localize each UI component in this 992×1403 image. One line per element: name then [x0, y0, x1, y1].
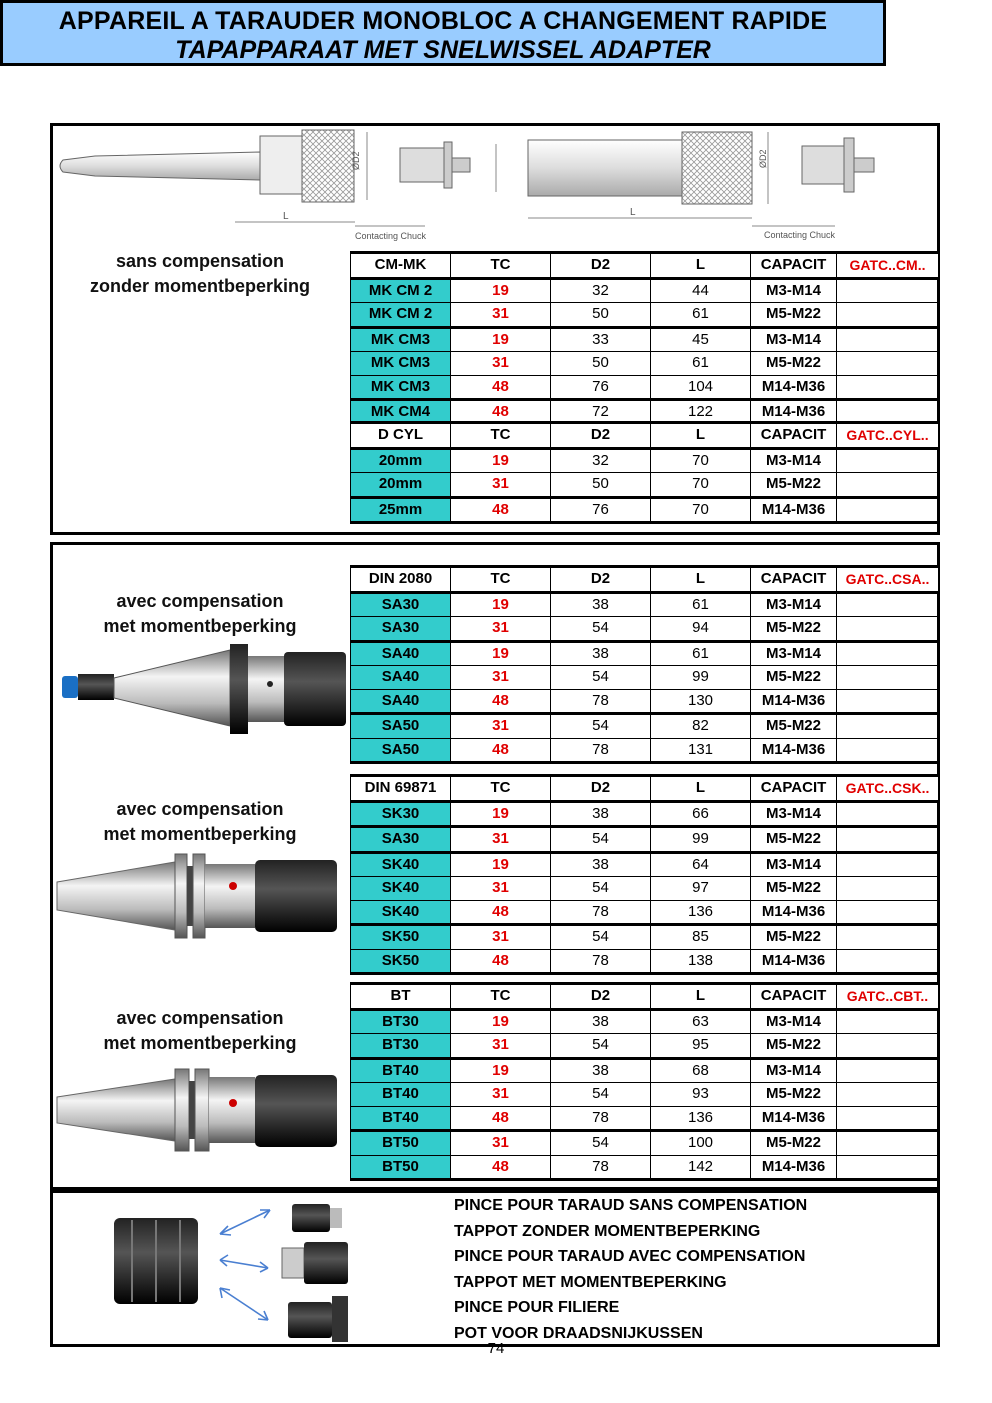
- column-header: TC: [451, 253, 551, 279]
- capacity-cell: M3-M14: [751, 592, 837, 617]
- length-cell: 45: [651, 327, 751, 352]
- column-header: TC: [451, 776, 551, 802]
- code-cell: [837, 497, 939, 523]
- code-cell: [837, 303, 939, 328]
- tc-cell: 48: [451, 689, 551, 714]
- code-cell: [837, 1131, 939, 1156]
- tc-cell: 31: [451, 925, 551, 950]
- code-cell: [837, 327, 939, 352]
- table-row: [351, 900, 939, 925]
- capacity-cell: M5-M22: [751, 473, 837, 498]
- length-cell: 61: [651, 352, 751, 376]
- page-number: 74: [487, 1340, 505, 1357]
- d2-cell: 38: [551, 1058, 651, 1083]
- length-cell: 61: [651, 303, 751, 328]
- page-title-nl: TAPAPPARAAT MET SNELWISSEL ADAPTER: [175, 36, 711, 64]
- length-cell: 82: [651, 714, 751, 739]
- length-cell: 99: [651, 827, 751, 853]
- code-cell: [837, 949, 939, 974]
- code-cell: [837, 827, 939, 853]
- contacting-chuck-label-2: Contacting Chuck: [764, 230, 836, 240]
- model-cell: SK50: [351, 925, 451, 950]
- table-row: [351, 327, 939, 352]
- contacting-chuck-label: Contacting Chuck: [355, 231, 427, 241]
- code-cell: [837, 714, 939, 739]
- length-cell: 66: [651, 801, 751, 827]
- table-row: [351, 877, 939, 901]
- column-header: TC: [451, 423, 551, 449]
- tc-cell: 48: [451, 949, 551, 974]
- capacity-cell: M14-M36: [751, 738, 837, 763]
- page-title-fr: APPAREIL A TARAUDER MONOBLOC A CHANGEMENT RAPIDE: [58, 7, 828, 35]
- tc-cell: 19: [451, 801, 551, 827]
- table-row: [351, 1083, 939, 1107]
- section3-caption: [60, 797, 340, 847]
- code-cell: [837, 900, 939, 925]
- capacity-cell: M3-M14: [751, 852, 837, 877]
- model-cell: SA30: [351, 592, 451, 617]
- length-cell: 61: [651, 641, 751, 666]
- code-cell: [837, 448, 939, 473]
- length-cell: 61: [651, 592, 751, 617]
- length-cell: 70: [651, 448, 751, 473]
- capacity-cell: M5-M22: [751, 714, 837, 739]
- capacity-cell: M5-M22: [751, 303, 837, 328]
- model-cell: SA30: [351, 827, 451, 853]
- code-cell: [837, 666, 939, 690]
- d2-cell: 78: [551, 949, 651, 974]
- column-header: D CYL: [351, 423, 451, 449]
- column-header: D2: [551, 423, 651, 449]
- capacity-cell: M14-M36: [751, 949, 837, 974]
- tc-cell: 48: [451, 497, 551, 523]
- model-cell: SA30: [351, 617, 451, 642]
- d2-cell: 54: [551, 827, 651, 853]
- column-header: L: [651, 423, 751, 449]
- capacity-cell: M5-M22: [751, 925, 837, 950]
- tc-cell: 19: [451, 1058, 551, 1083]
- tc-cell: 31: [451, 1034, 551, 1059]
- model-cell: SK30: [351, 801, 451, 827]
- tc-cell: 19: [451, 327, 551, 352]
- code-cell: [837, 925, 939, 950]
- column-header: CM-MK: [351, 253, 451, 279]
- model-cell: SA40: [351, 689, 451, 714]
- capacity-cell: M5-M22: [751, 352, 837, 376]
- caption-nl: met momentbeperking: [103, 1033, 297, 1053]
- code-cell: [837, 473, 939, 498]
- table-row: [351, 852, 939, 877]
- code-cell: [837, 852, 939, 877]
- length-dimension-label: L: [283, 211, 289, 222]
- tc-cell: 48: [451, 1106, 551, 1131]
- capacity-cell: M3-M14: [751, 801, 837, 827]
- model-cell: 20mm: [351, 448, 451, 473]
- d2-cell: 54: [551, 1083, 651, 1107]
- table-row: [351, 352, 939, 376]
- code-cell: [837, 278, 939, 303]
- model-cell: BT40: [351, 1058, 451, 1083]
- table-row: [351, 1034, 939, 1059]
- model-cell: SA40: [351, 641, 451, 666]
- d2-cell: 54: [551, 925, 651, 950]
- code-cell: [837, 617, 939, 642]
- accessory-line: PINCE POUR FILIERE: [454, 1299, 620, 1316]
- d2-cell: 38: [551, 592, 651, 617]
- model-cell: SK50: [351, 949, 451, 974]
- model-cell: BT40: [351, 1083, 451, 1107]
- code-cell: [837, 352, 939, 376]
- column-header: CAPACIT: [751, 423, 837, 449]
- tc-cell: 31: [451, 666, 551, 690]
- d2-cell: 50: [551, 303, 651, 328]
- d2-cell: 78: [551, 738, 651, 763]
- model-cell: SA50: [351, 714, 451, 739]
- tc-cell: 19: [451, 448, 551, 473]
- d2-dimension-label-2: ØD2: [758, 149, 768, 168]
- table-row: [351, 497, 939, 523]
- table-row: [351, 689, 939, 714]
- table-row: [351, 1009, 939, 1034]
- tc-cell: 19: [451, 278, 551, 303]
- code-cell: [837, 689, 939, 714]
- tc-cell: 48: [451, 375, 551, 400]
- spec-table-din2080: [350, 565, 939, 764]
- capacity-cell: M14-M36: [751, 497, 837, 523]
- code-cell: [837, 801, 939, 827]
- caption-fr: sans compensation: [115, 251, 285, 271]
- length-cell: 64: [651, 852, 751, 877]
- order-code-header: GATC..CSK..: [837, 776, 939, 802]
- order-code-header: GATC..CSA..: [837, 567, 939, 593]
- table-row: [351, 303, 939, 328]
- model-cell: SK40: [351, 900, 451, 925]
- caption-fr: avec compensation: [116, 591, 284, 611]
- section1-caption: [60, 249, 340, 299]
- d2-cell: 32: [551, 448, 651, 473]
- bt-holder-image: [55, 1065, 345, 1155]
- table-row: [351, 925, 939, 950]
- caption-nl: met momentbeperking: [103, 824, 297, 844]
- model-cell: SK40: [351, 852, 451, 877]
- d2-cell: 50: [551, 352, 651, 376]
- d2-cell: 33: [551, 327, 651, 352]
- tc-cell: 31: [451, 1131, 551, 1156]
- length-cell: 136: [651, 1106, 751, 1131]
- tc-cell: 19: [451, 1009, 551, 1034]
- length-cell: 68: [651, 1058, 751, 1083]
- length-cell: 104: [651, 375, 751, 400]
- model-cell: BT50: [351, 1155, 451, 1180]
- page-title-banner: [0, 0, 886, 66]
- length-cell: 95: [651, 1034, 751, 1059]
- table-row: [351, 375, 939, 400]
- length-cell: 70: [651, 497, 751, 523]
- spec-table-bt: [350, 982, 939, 1181]
- cylindrical-shank-drawing: [490, 126, 890, 246]
- table-row: [351, 617, 939, 642]
- table-row: [351, 738, 939, 763]
- d2-cell: 54: [551, 1034, 651, 1059]
- d2-cell: 76: [551, 375, 651, 400]
- column-header: TC: [451, 984, 551, 1010]
- code-cell: [837, 738, 939, 763]
- accessories-list: [454, 1193, 807, 1346]
- length-cell: 130: [651, 689, 751, 714]
- d2-cell: 38: [551, 1009, 651, 1034]
- d2-cell: 78: [551, 689, 651, 714]
- column-header: L: [651, 776, 751, 802]
- d2-cell: 38: [551, 852, 651, 877]
- capacity-cell: M5-M22: [751, 666, 837, 690]
- table-row: [351, 592, 939, 617]
- tc-cell: 31: [451, 714, 551, 739]
- tc-cell: 48: [451, 1155, 551, 1180]
- accessory-line: PINCE POUR TARAUD AVEC COMPENSATION: [454, 1248, 806, 1265]
- capacity-cell: M5-M22: [751, 1131, 837, 1156]
- length-cell: 100: [651, 1131, 751, 1156]
- column-header: D2: [551, 253, 651, 279]
- capacity-cell: M14-M36: [751, 900, 837, 925]
- tc-cell: 31: [451, 617, 551, 642]
- tc-cell: 19: [451, 852, 551, 877]
- table-row: [351, 714, 939, 739]
- code-cell: [837, 1083, 939, 1107]
- capacity-cell: M14-M36: [751, 689, 837, 714]
- capacity-cell: M5-M22: [751, 877, 837, 901]
- capacity-cell: M14-M36: [751, 375, 837, 400]
- caption-nl: met momentbeperking: [103, 616, 297, 636]
- accessory-line: TAPPOT MET MOMENTBEPERKING: [454, 1273, 727, 1291]
- caption-nl: zonder momentbeperking: [89, 276, 311, 296]
- length-cell: 94: [651, 617, 751, 642]
- model-cell: MK CM3: [351, 352, 451, 376]
- table-row: [351, 801, 939, 827]
- code-cell: [837, 592, 939, 617]
- tc-cell: 31: [451, 827, 551, 853]
- column-header: D2: [551, 984, 651, 1010]
- column-header: TC: [451, 567, 551, 593]
- length-cell: 136: [651, 900, 751, 925]
- tc-cell: 19: [451, 641, 551, 666]
- model-cell: MK CM 2: [351, 278, 451, 303]
- capacity-cell: M5-M22: [751, 617, 837, 642]
- capacity-cell: M3-M14: [751, 448, 837, 473]
- d2-cell: 78: [551, 1155, 651, 1180]
- caption-fr: avec compensation: [116, 1008, 284, 1028]
- model-cell: BT30: [351, 1009, 451, 1034]
- table-row: [351, 641, 939, 666]
- model-cell: SA40: [351, 666, 451, 690]
- model-cell: 20mm: [351, 473, 451, 498]
- spec-table-d-cyl: [350, 421, 939, 524]
- d2-cell: 38: [551, 801, 651, 827]
- table-row: [351, 666, 939, 690]
- capacity-cell: M5-M22: [751, 1083, 837, 1107]
- capacity-cell: M3-M14: [751, 641, 837, 666]
- tc-cell: 31: [451, 303, 551, 328]
- section2-caption: [60, 589, 340, 639]
- d2-cell: 78: [551, 900, 651, 925]
- table-row: [351, 1131, 939, 1156]
- accessory-line: TAPPOT ZONDER MOMENTBEPERKING: [454, 1222, 761, 1240]
- morse-taper-drawing: [55, 126, 475, 246]
- length-cell: 131: [651, 738, 751, 763]
- column-header: CAPACIT: [751, 253, 837, 279]
- tc-cell: 31: [451, 877, 551, 901]
- column-header: D2: [551, 776, 651, 802]
- tc-cell: 31: [451, 1083, 551, 1107]
- order-code-header: GATC..CM..: [837, 253, 939, 279]
- capacity-cell: M14-M36: [751, 1106, 837, 1131]
- model-cell: 25mm: [351, 497, 451, 523]
- tc-cell: 19: [451, 592, 551, 617]
- table-row: [351, 1058, 939, 1083]
- model-cell: MK CM3: [351, 327, 451, 352]
- model-cell: BT40: [351, 1106, 451, 1131]
- capacity-cell: M14-M36: [751, 1155, 837, 1180]
- column-header: DIN 69871: [351, 776, 451, 802]
- tc-cell: 48: [451, 900, 551, 925]
- capacity-cell: M5-M22: [751, 1034, 837, 1059]
- column-header: BT: [351, 984, 451, 1010]
- accessory-line: PINCE POUR TARAUD SANS COMPENSATION: [454, 1197, 808, 1214]
- length-dimension-label-2: L: [630, 207, 636, 218]
- length-cell: 85: [651, 925, 751, 950]
- code-cell: [837, 375, 939, 400]
- length-cell: 63: [651, 1009, 751, 1034]
- table-row: [351, 473, 939, 498]
- d2-cell: 38: [551, 641, 651, 666]
- d2-cell: 54: [551, 714, 651, 739]
- spec-table-cm-mk: [350, 251, 939, 427]
- table-row: [351, 1106, 939, 1131]
- code-cell: [837, 1155, 939, 1180]
- length-cell: 138: [651, 949, 751, 974]
- column-header: CAPACIT: [751, 776, 837, 802]
- tc-cell: 48: [451, 738, 551, 763]
- order-code-header: GATC..CYL..: [837, 423, 939, 449]
- tc-cell: 48: [451, 400, 551, 426]
- table-row: [351, 1155, 939, 1180]
- d2-cell: 72: [551, 400, 651, 426]
- table-row: [351, 448, 939, 473]
- column-header: D2: [551, 567, 651, 593]
- capacity-cell: M3-M14: [751, 327, 837, 352]
- spec-table-din69871: [350, 774, 939, 975]
- model-cell: SA50: [351, 738, 451, 763]
- length-cell: 44: [651, 278, 751, 303]
- model-cell: BT30: [351, 1034, 451, 1059]
- din2080-holder-image: [60, 640, 350, 740]
- code-cell: [837, 1106, 939, 1131]
- d2-cell: 54: [551, 877, 651, 901]
- capacity-cell: M5-M22: [751, 827, 837, 853]
- din69871-holder-image: [55, 852, 345, 940]
- accessories-image: [110, 1198, 360, 1343]
- table-row: [351, 827, 939, 853]
- capacity-cell: M3-M14: [751, 278, 837, 303]
- d2-dimension-label: ØD2: [351, 151, 361, 170]
- code-cell: [837, 877, 939, 901]
- section4-caption: [60, 1006, 340, 1056]
- capacity-cell: M14-M36: [751, 400, 837, 426]
- accessory-line: POT VOOR DRAADSNIJKUSSEN: [454, 1324, 703, 1342]
- d2-cell: 54: [551, 1131, 651, 1156]
- table-row: [351, 278, 939, 303]
- length-cell: 122: [651, 400, 751, 426]
- d2-cell: 78: [551, 1106, 651, 1131]
- column-header: CAPACIT: [751, 984, 837, 1010]
- length-cell: 99: [651, 666, 751, 690]
- code-cell: [837, 1009, 939, 1034]
- column-header: L: [651, 567, 751, 593]
- d2-cell: 54: [551, 666, 651, 690]
- d2-cell: 32: [551, 278, 651, 303]
- tc-cell: 31: [451, 473, 551, 498]
- d2-cell: 54: [551, 617, 651, 642]
- order-code-header: GATC..CBT..: [837, 984, 939, 1010]
- model-cell: MK CM4: [351, 400, 451, 426]
- d2-cell: 50: [551, 473, 651, 498]
- d2-cell: 76: [551, 497, 651, 523]
- length-cell: 93: [651, 1083, 751, 1107]
- tc-cell: 31: [451, 352, 551, 376]
- code-cell: [837, 641, 939, 666]
- model-cell: MK CM 2: [351, 303, 451, 328]
- length-cell: 142: [651, 1155, 751, 1180]
- caption-fr: avec compensation: [116, 799, 284, 819]
- capacity-cell: M3-M14: [751, 1009, 837, 1034]
- code-cell: [837, 1058, 939, 1083]
- table-row: [351, 949, 939, 974]
- model-cell: BT50: [351, 1131, 451, 1156]
- length-cell: 70: [651, 473, 751, 498]
- capacity-cell: M3-M14: [751, 1058, 837, 1083]
- code-cell: [837, 1034, 939, 1059]
- model-cell: MK CM3: [351, 375, 451, 400]
- column-header: DIN 2080: [351, 567, 451, 593]
- model-cell: SK40: [351, 877, 451, 901]
- column-header: L: [651, 984, 751, 1010]
- length-cell: 97: [651, 877, 751, 901]
- column-header: L: [651, 253, 751, 279]
- column-header: CAPACIT: [751, 567, 837, 593]
